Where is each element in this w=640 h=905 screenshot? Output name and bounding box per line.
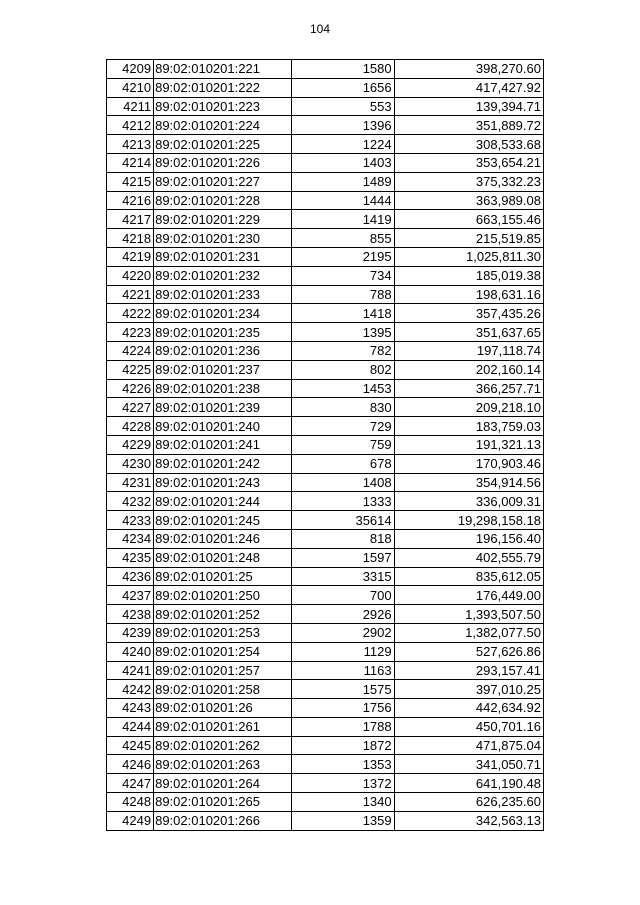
- row-number-cell: 4232: [107, 492, 154, 511]
- area-cell: 855: [292, 229, 394, 248]
- cost-cell: 139,394.71: [394, 97, 543, 116]
- area-cell: 1597: [292, 548, 394, 567]
- row-number-cell: 4224: [107, 341, 154, 360]
- cadastral-number-cell: 89:02:010201:221: [154, 60, 292, 79]
- table-row: [107, 78, 544, 97]
- table-row: [107, 623, 544, 642]
- area-cell: 553: [292, 97, 394, 116]
- area-cell: 818: [292, 529, 394, 548]
- cadastral-number-cell: 89:02:010201:250: [154, 586, 292, 605]
- cost-cell: 19,298,158.18: [394, 511, 543, 530]
- area-cell: 700: [292, 586, 394, 605]
- table-row: [107, 379, 544, 398]
- row-number-cell: 4219: [107, 247, 154, 266]
- row-number-cell: 4226: [107, 379, 154, 398]
- area-cell: 1575: [292, 680, 394, 699]
- row-number-cell: 4223: [107, 323, 154, 342]
- row-number-cell: 4222: [107, 304, 154, 323]
- cadastral-number-cell: 89:02:010201:253: [154, 623, 292, 642]
- row-number-cell: 4220: [107, 266, 154, 285]
- table-row: [107, 229, 544, 248]
- row-number-cell: 4248: [107, 793, 154, 812]
- area-cell: 1756: [292, 699, 394, 718]
- area-cell: 1340: [292, 793, 394, 812]
- cadastral-number-cell: 89:02:010201:226: [154, 153, 292, 172]
- cost-cell: 357,435.26: [394, 304, 543, 323]
- table-row: [107, 97, 544, 116]
- cost-cell: 402,555.79: [394, 548, 543, 567]
- table-row: [107, 323, 544, 342]
- row-number-cell: 4235: [107, 548, 154, 567]
- table-row: [107, 492, 544, 511]
- cadastral-number-cell: 89:02:010201:265: [154, 793, 292, 812]
- row-number-cell: 4239: [107, 623, 154, 642]
- area-cell: 1453: [292, 379, 394, 398]
- cadastral-number-cell: 89:02:010201:233: [154, 285, 292, 304]
- cost-cell: 353,654.21: [394, 153, 543, 172]
- table-row: [107, 153, 544, 172]
- cadastral-number-cell: 89:02:010201:243: [154, 473, 292, 492]
- area-cell: 35614: [292, 511, 394, 530]
- area-cell: 2902: [292, 623, 394, 642]
- cadastral-number-cell: 89:02:010201:222: [154, 78, 292, 97]
- area-cell: 788: [292, 285, 394, 304]
- row-number-cell: 4230: [107, 454, 154, 473]
- row-number-cell: 4244: [107, 717, 154, 736]
- cadastral-number-cell: 89:02:010201:231: [154, 247, 292, 266]
- row-number-cell: 4216: [107, 191, 154, 210]
- table-row: [107, 811, 544, 830]
- cost-cell: 176,449.00: [394, 586, 543, 605]
- cost-cell: 183,759.03: [394, 417, 543, 436]
- cadastral-number-cell: 89:02:010201:235: [154, 323, 292, 342]
- cost-cell: 398,270.60: [394, 60, 543, 79]
- area-cell: 782: [292, 341, 394, 360]
- cadastral-number-cell: 89:02:010201:257: [154, 661, 292, 680]
- cadastral-number-cell: 89:02:010201:245: [154, 511, 292, 530]
- cadastral-number-cell: 89:02:010201:263: [154, 755, 292, 774]
- area-cell: 2195: [292, 247, 394, 266]
- cost-cell: 641,190.48: [394, 774, 543, 793]
- table-row: [107, 304, 544, 323]
- cost-cell: 397,010.25: [394, 680, 543, 699]
- cadastral-number-cell: 89:02:010201:246: [154, 529, 292, 548]
- cadastral-number-cell: 89:02:010201:264: [154, 774, 292, 793]
- cost-cell: 527,626.86: [394, 642, 543, 661]
- cost-cell: 351,637.65: [394, 323, 543, 342]
- area-cell: 1403: [292, 153, 394, 172]
- area-cell: 830: [292, 398, 394, 417]
- area-cell: 1395: [292, 323, 394, 342]
- table-row: [107, 360, 544, 379]
- cadastral-number-cell: 89:02:010201:239: [154, 398, 292, 417]
- cadastral-number-cell: 89:02:010201:236: [154, 341, 292, 360]
- cost-cell: 626,235.60: [394, 793, 543, 812]
- cadastral-number-cell: 89:02:010201:232: [154, 266, 292, 285]
- row-number-cell: 4243: [107, 699, 154, 718]
- area-cell: 1408: [292, 473, 394, 492]
- cost-cell: 442,634.92: [394, 699, 543, 718]
- cost-cell: 450,701.16: [394, 717, 543, 736]
- table-row: [107, 567, 544, 586]
- cadastral-number-cell: 89:02:010201:254: [154, 642, 292, 661]
- cadastral-number-cell: 89:02:010201:242: [154, 454, 292, 473]
- cost-cell: 375,332.23: [394, 172, 543, 191]
- data-table: [106, 59, 544, 831]
- cost-cell: 198,631.16: [394, 285, 543, 304]
- table-row: [107, 529, 544, 548]
- cadastral-number-cell: 89:02:010201:228: [154, 191, 292, 210]
- area-cell: 1444: [292, 191, 394, 210]
- table-row: [107, 398, 544, 417]
- row-number-cell: 4231: [107, 473, 154, 492]
- cadastral-number-cell: 89:02:010201:248: [154, 548, 292, 567]
- cadastral-number-cell: 89:02:010201:241: [154, 435, 292, 454]
- cadastral-number-cell: 89:02:010201:230: [154, 229, 292, 248]
- area-cell: 1489: [292, 172, 394, 191]
- row-number-cell: 4217: [107, 210, 154, 229]
- area-cell: 802: [292, 360, 394, 379]
- row-number-cell: 4238: [107, 605, 154, 624]
- cost-cell: 215,519.85: [394, 229, 543, 248]
- page-number: 104: [309, 22, 331, 36]
- table-row: [107, 473, 544, 492]
- row-number-cell: 4246: [107, 755, 154, 774]
- table-row: [107, 435, 544, 454]
- area-cell: 1372: [292, 774, 394, 793]
- area-cell: 678: [292, 454, 394, 473]
- cadastral-number-cell: 89:02:010201:262: [154, 736, 292, 755]
- cost-cell: 209,218.10: [394, 398, 543, 417]
- cadastral-number-cell: 89:02:010201:229: [154, 210, 292, 229]
- cadastral-number-cell: 89:02:010201:234: [154, 304, 292, 323]
- cadastral-number-cell: 89:02:010201:225: [154, 135, 292, 154]
- cost-cell: 1,025,811.30: [394, 247, 543, 266]
- area-cell: 729: [292, 417, 394, 436]
- table-row: [107, 266, 544, 285]
- area-cell: 3315: [292, 567, 394, 586]
- area-cell: 1418: [292, 304, 394, 323]
- cost-cell: 202,160.14: [394, 360, 543, 379]
- table-row: [107, 680, 544, 699]
- table-row: [107, 793, 544, 812]
- table-row: [107, 699, 544, 718]
- table-row: [107, 417, 544, 436]
- area-cell: 1163: [292, 661, 394, 680]
- row-number-cell: 4227: [107, 398, 154, 417]
- cadastral-number-cell: 89:02:010201:238: [154, 379, 292, 398]
- table-row: [107, 642, 544, 661]
- cadastral-number-cell: 89:02:010201:252: [154, 605, 292, 624]
- area-cell: 1224: [292, 135, 394, 154]
- row-number-cell: 4221: [107, 285, 154, 304]
- cost-cell: 363,989.08: [394, 191, 543, 210]
- cost-cell: 417,427.92: [394, 78, 543, 97]
- cadastral-number-cell: 89:02:010201:240: [154, 417, 292, 436]
- table-row: [107, 210, 544, 229]
- area-cell: 2926: [292, 605, 394, 624]
- cost-cell: 336,009.31: [394, 492, 543, 511]
- row-number-cell: 4237: [107, 586, 154, 605]
- cost-cell: 191,321.13: [394, 435, 543, 454]
- cost-cell: 197,118.74: [394, 341, 543, 360]
- area-cell: 1872: [292, 736, 394, 755]
- table-row: [107, 116, 544, 135]
- row-number-cell: 4218: [107, 229, 154, 248]
- cadastral-number-cell: 89:02:010201:258: [154, 680, 292, 699]
- row-number-cell: 4215: [107, 172, 154, 191]
- table-row: [107, 755, 544, 774]
- cost-cell: 196,156.40: [394, 529, 543, 548]
- cost-cell: 308,533.68: [394, 135, 543, 154]
- cadastral-number-cell: 89:02:010201:25: [154, 567, 292, 586]
- table-row: [107, 172, 544, 191]
- row-number-cell: 4228: [107, 417, 154, 436]
- table-row: [107, 548, 544, 567]
- cadastral-number-cell: 89:02:010201:266: [154, 811, 292, 830]
- row-number-cell: 4236: [107, 567, 154, 586]
- area-cell: 1129: [292, 642, 394, 661]
- cost-cell: 170,903.46: [394, 454, 543, 473]
- table-row: [107, 511, 544, 530]
- area-cell: 1396: [292, 116, 394, 135]
- area-cell: 1353: [292, 755, 394, 774]
- cost-cell: 185,019.38: [394, 266, 543, 285]
- table-row: [107, 736, 544, 755]
- cadastral-number-cell: 89:02:010201:244: [154, 492, 292, 511]
- area-cell: 759: [292, 435, 394, 454]
- table-row: [107, 135, 544, 154]
- cost-cell: 471,875.04: [394, 736, 543, 755]
- cost-cell: 835,612.05: [394, 567, 543, 586]
- cadastral-number-cell: 89:02:010201:26: [154, 699, 292, 718]
- table-row: [107, 285, 544, 304]
- table-row: [107, 774, 544, 793]
- cost-cell: 663,155.46: [394, 210, 543, 229]
- row-number-cell: 4210: [107, 78, 154, 97]
- area-cell: 1656: [292, 78, 394, 97]
- row-number-cell: 4241: [107, 661, 154, 680]
- cadastral-number-cell: 89:02:010201:227: [154, 172, 292, 191]
- row-number-cell: 4213: [107, 135, 154, 154]
- row-number-cell: 4211: [107, 97, 154, 116]
- table-row: [107, 60, 544, 79]
- row-number-cell: 4209: [107, 60, 154, 79]
- cost-cell: 1,393,507.50: [394, 605, 543, 624]
- row-number-cell: 4214: [107, 153, 154, 172]
- table-row: [107, 191, 544, 210]
- cost-cell: 354,914.56: [394, 473, 543, 492]
- row-number-cell: 4245: [107, 736, 154, 755]
- table-row: [107, 454, 544, 473]
- row-number-cell: 4229: [107, 435, 154, 454]
- area-cell: 734: [292, 266, 394, 285]
- cost-cell: 293,157.41: [394, 661, 543, 680]
- cadastral-number-cell: 89:02:010201:237: [154, 360, 292, 379]
- cost-cell: 1,382,077.50: [394, 623, 543, 642]
- row-number-cell: 4233: [107, 511, 154, 530]
- cost-cell: 351,889.72: [394, 116, 543, 135]
- cost-cell: 341,050.71: [394, 755, 543, 774]
- table-row: [107, 341, 544, 360]
- cadastral-number-cell: 89:02:010201:224: [154, 116, 292, 135]
- cadastral-number-cell: 89:02:010201:261: [154, 717, 292, 736]
- row-number-cell: 4225: [107, 360, 154, 379]
- row-number-cell: 4212: [107, 116, 154, 135]
- table-row: [107, 247, 544, 266]
- row-number-cell: 4240: [107, 642, 154, 661]
- area-cell: 1359: [292, 811, 394, 830]
- row-number-cell: 4234: [107, 529, 154, 548]
- table-row: [107, 661, 544, 680]
- cadastral-number-cell: 89:02:010201:223: [154, 97, 292, 116]
- table-row: [107, 586, 544, 605]
- area-cell: 1788: [292, 717, 394, 736]
- table-body: [107, 60, 544, 831]
- row-number-cell: 4247: [107, 774, 154, 793]
- row-number-cell: 4249: [107, 811, 154, 830]
- table-row: [107, 717, 544, 736]
- table-row: [107, 605, 544, 624]
- area-cell: 1333: [292, 492, 394, 511]
- area-cell: 1419: [292, 210, 394, 229]
- cost-cell: 366,257.71: [394, 379, 543, 398]
- cost-cell: 342,563.13: [394, 811, 543, 830]
- row-number-cell: 4242: [107, 680, 154, 699]
- area-cell: 1580: [292, 60, 394, 79]
